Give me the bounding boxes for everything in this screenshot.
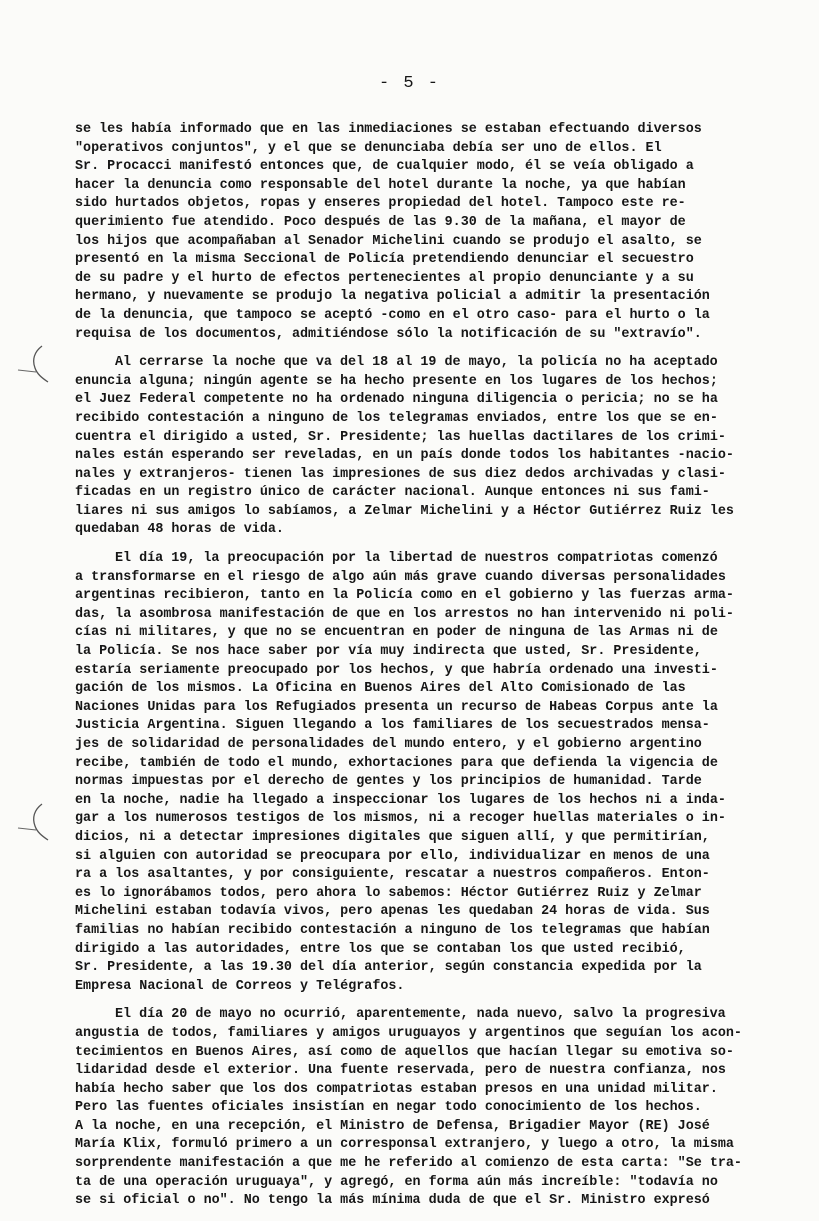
text-line: normas impuestas por el derecho de gentes y los principios de humanidad. Tarde [75, 774, 702, 790]
text-line: lidaridad desde el exterior. Una fuente reservada, pero de nuestra confianza, nos [75, 1063, 726, 1079]
text-line: requisa de los documentos, admitiéndose sólo la notificación de su "extravío". [75, 326, 702, 342]
text-line: cuentra el dirigido a usted, Sr. Presidente; las huellas dactilares de los crimi- [75, 429, 726, 445]
text-line: dirigido a las autoridades, entre los que se contaban los que usted recibió, [75, 941, 686, 957]
text-line: nales y extranjeros- tienen las impresiones de sus diez dedos archivadas y clasi- [75, 466, 726, 482]
text-line: "operativos conjuntos", y el que se denunciaba debía ser uno de ellos. El [75, 140, 662, 156]
letter-body [75, 121, 755, 1221]
text-line: El día 20 de mayo no ocurrió, aparentemente, nada nuevo, salvo la progresiva [115, 1007, 726, 1023]
margin-bracket-mark [16, 342, 56, 392]
text-line: enuncia alguna; ningún agente se ha hecho presente en los lugares de los hechos; [75, 373, 718, 389]
text-line: gar a los numerosos testigos de los mismos, ni a recoger huellas materiales o in- [75, 811, 726, 827]
text-line: Al cerrarse la noche que va del 18 al 19 de mayo, la policía no ha aceptado [115, 355, 718, 371]
text-line: argentinas recibieron, tanto en la Policía como en el gobierno y las fuerzas arma- [75, 588, 734, 604]
text-line: la Policía. Se nos hace saber por vía muy indirecta que usted, Sr. Presidente, [75, 644, 702, 660]
text-line: jes de solidaridad de personalidades del mundo entero, y el gobierno argentino [75, 737, 702, 752]
text-line: en la noche, nadie ha llegado a inspeccionar los lugares de los hechos ni a inda- [75, 792, 726, 808]
text-line: ta de una operación uruguaya", y agregó, en forma aún más increíble: "todavía no [75, 1174, 718, 1190]
text-line: cías ni militares, y que no se encuentran en poder de ninguna de las Armas ni de [75, 625, 718, 641]
text-line: dicios, ni a detectar impresiones digitales que siguen allí, y que permitirían, [75, 829, 710, 845]
text-line: quedaban 48 horas de vida. [75, 522, 284, 538]
paragraph [75, 354, 755, 540]
text-line: Naciones Unidas para los Refugiados presenta un recurso de Habeas Corpus ante la [75, 699, 718, 715]
text-line: das, la asombrosa manifestación de que en los arrestos no han intervenido ni poli- [75, 606, 734, 622]
text-line: estaría seriamente preocupado por los hechos, y que habría ordenado una investi- [75, 662, 718, 678]
text-line: gación de los mismos. La Oficina en Buenos Aires del Alto Comisionado de las [75, 681, 686, 697]
text-line: de su padre y el hurto de efectos pertenecientes al propio denunciante y a su [75, 270, 694, 286]
text-line: se les había informado que en las inmediaciones se estaban efectuando diversos [75, 122, 702, 137]
text-line: de la denuncia, que tampoco se aceptó -como en el otro caso- para el hurto o la [75, 307, 710, 323]
text-line: ra a los asaltantes, y por consiguiente, rescatar a nuestros compañeros. Enton- [75, 867, 710, 883]
paragraph [75, 1006, 755, 1211]
margin-bracket-mark [16, 800, 56, 850]
text-line: Empresa Nacional de Correos y Telégrafos. [75, 978, 405, 994]
text-line: sorprendente manifestación a que me he referido al comienzo de esta carta: "Se tra- [75, 1156, 742, 1172]
text-line: nales están esperando ser reveladas, en un país donde todos los habitantes -nacio- [75, 448, 734, 464]
text-line: El día 19, la preocupación por la libertad de nuestros compatriotas comenzó [115, 551, 718, 567]
text-line: tecimientos en Buenos Aires, así como de aquellos que hacían llegar su emotiva so- [75, 1044, 734, 1060]
text-line: Sr. Presidente, a las 19.30 del día anterior, según constancia expedida por la [75, 960, 702, 976]
text-line: ficadas en un registro único de carácter nacional. Aunque entonces ni sus fami- [75, 485, 710, 501]
text-line: familias no habían recibido contestación a ninguno de los telegramas que habían [75, 922, 710, 938]
text-line: recibe, también de todo el mundo, exhortaciones para que defienda la vigencia de [75, 755, 718, 771]
text-line: el Juez Federal competente no ha ordenado ninguna diligencia o pericia; no se ha [75, 392, 718, 408]
text-line: si alguien con autoridad se preocupara por ello, individualizar en menos de una [75, 848, 710, 864]
text-line: A la noche, en una recepción, el Ministro de Defensa, Brigadier Mayor (RE) José [75, 1118, 710, 1134]
page-number: - 5 - [378, 74, 440, 93]
text-line: se si oficial o no". No tengo la más mínima duda de que el Sr. Ministro expresó [75, 1193, 710, 1209]
text-line: angustia de todos, familiares y amigos uruguayos y argentinos que seguían los acon- [75, 1025, 742, 1041]
text-line: a transformarse en el riesgo de algo aún más grave cuando diversas personalidades [75, 569, 726, 585]
paragraph [75, 550, 755, 996]
text-line: querimiento fue atendido. Poco después de las 9.30 de la mañana, el mayor de [75, 214, 686, 230]
text-line: había hecho saber que los dos compatriotas estaban presos en una unidad militar. [75, 1081, 718, 1097]
text-line: Justicia Argentina. Siguen llegando a los familiares de los secuestrados mensa- [75, 718, 710, 734]
text-line: sido hurtados objetos, ropas y enseres propiedad del hotel. Tampoco este re- [75, 196, 686, 212]
text-line: hermano, y nuevamente se produjo la negativa policial a admitir la presentación [75, 289, 710, 305]
text-line: Michelini estaban todavía vivos, pero apenas les quedaban 24 horas de vida. Sus [75, 904, 710, 920]
text-line: María Klix, formuló primero a un corresponsal extranjero, y luego a otro, la misma [75, 1137, 734, 1153]
text-line: liares ni sus amigos lo sabíamos, a Zelmar Michelini y a Héctor Gutiérrez Ruiz les [75, 503, 734, 519]
paragraph [75, 121, 755, 344]
text-line: hacer la denuncia como responsable del hotel durante la noche, ya que habían [75, 177, 686, 193]
text-line: es lo ignorábamos todos, pero ahora lo sabemos: Héctor Gutiérrez Ruiz y Zelmar [75, 885, 702, 901]
text-line: presentó en la misma Seccional de Policía pretendiendo denunciar el secuestro [75, 252, 694, 268]
text-line: Sr. Procacci manifestó entonces que, de cualquier modo, él se veía obligado a [75, 159, 694, 175]
text-line: recibido contestación a ninguno de los telegramas enviados, entre los que se en- [75, 410, 718, 426]
text-line: Pero las fuentes oficiales insistían en negar todo conocimiento de los hechos. [75, 1100, 702, 1116]
text-line: los hijos que acompañaban al Senador Michelini cuando se produjo el asalto, se [75, 233, 702, 249]
